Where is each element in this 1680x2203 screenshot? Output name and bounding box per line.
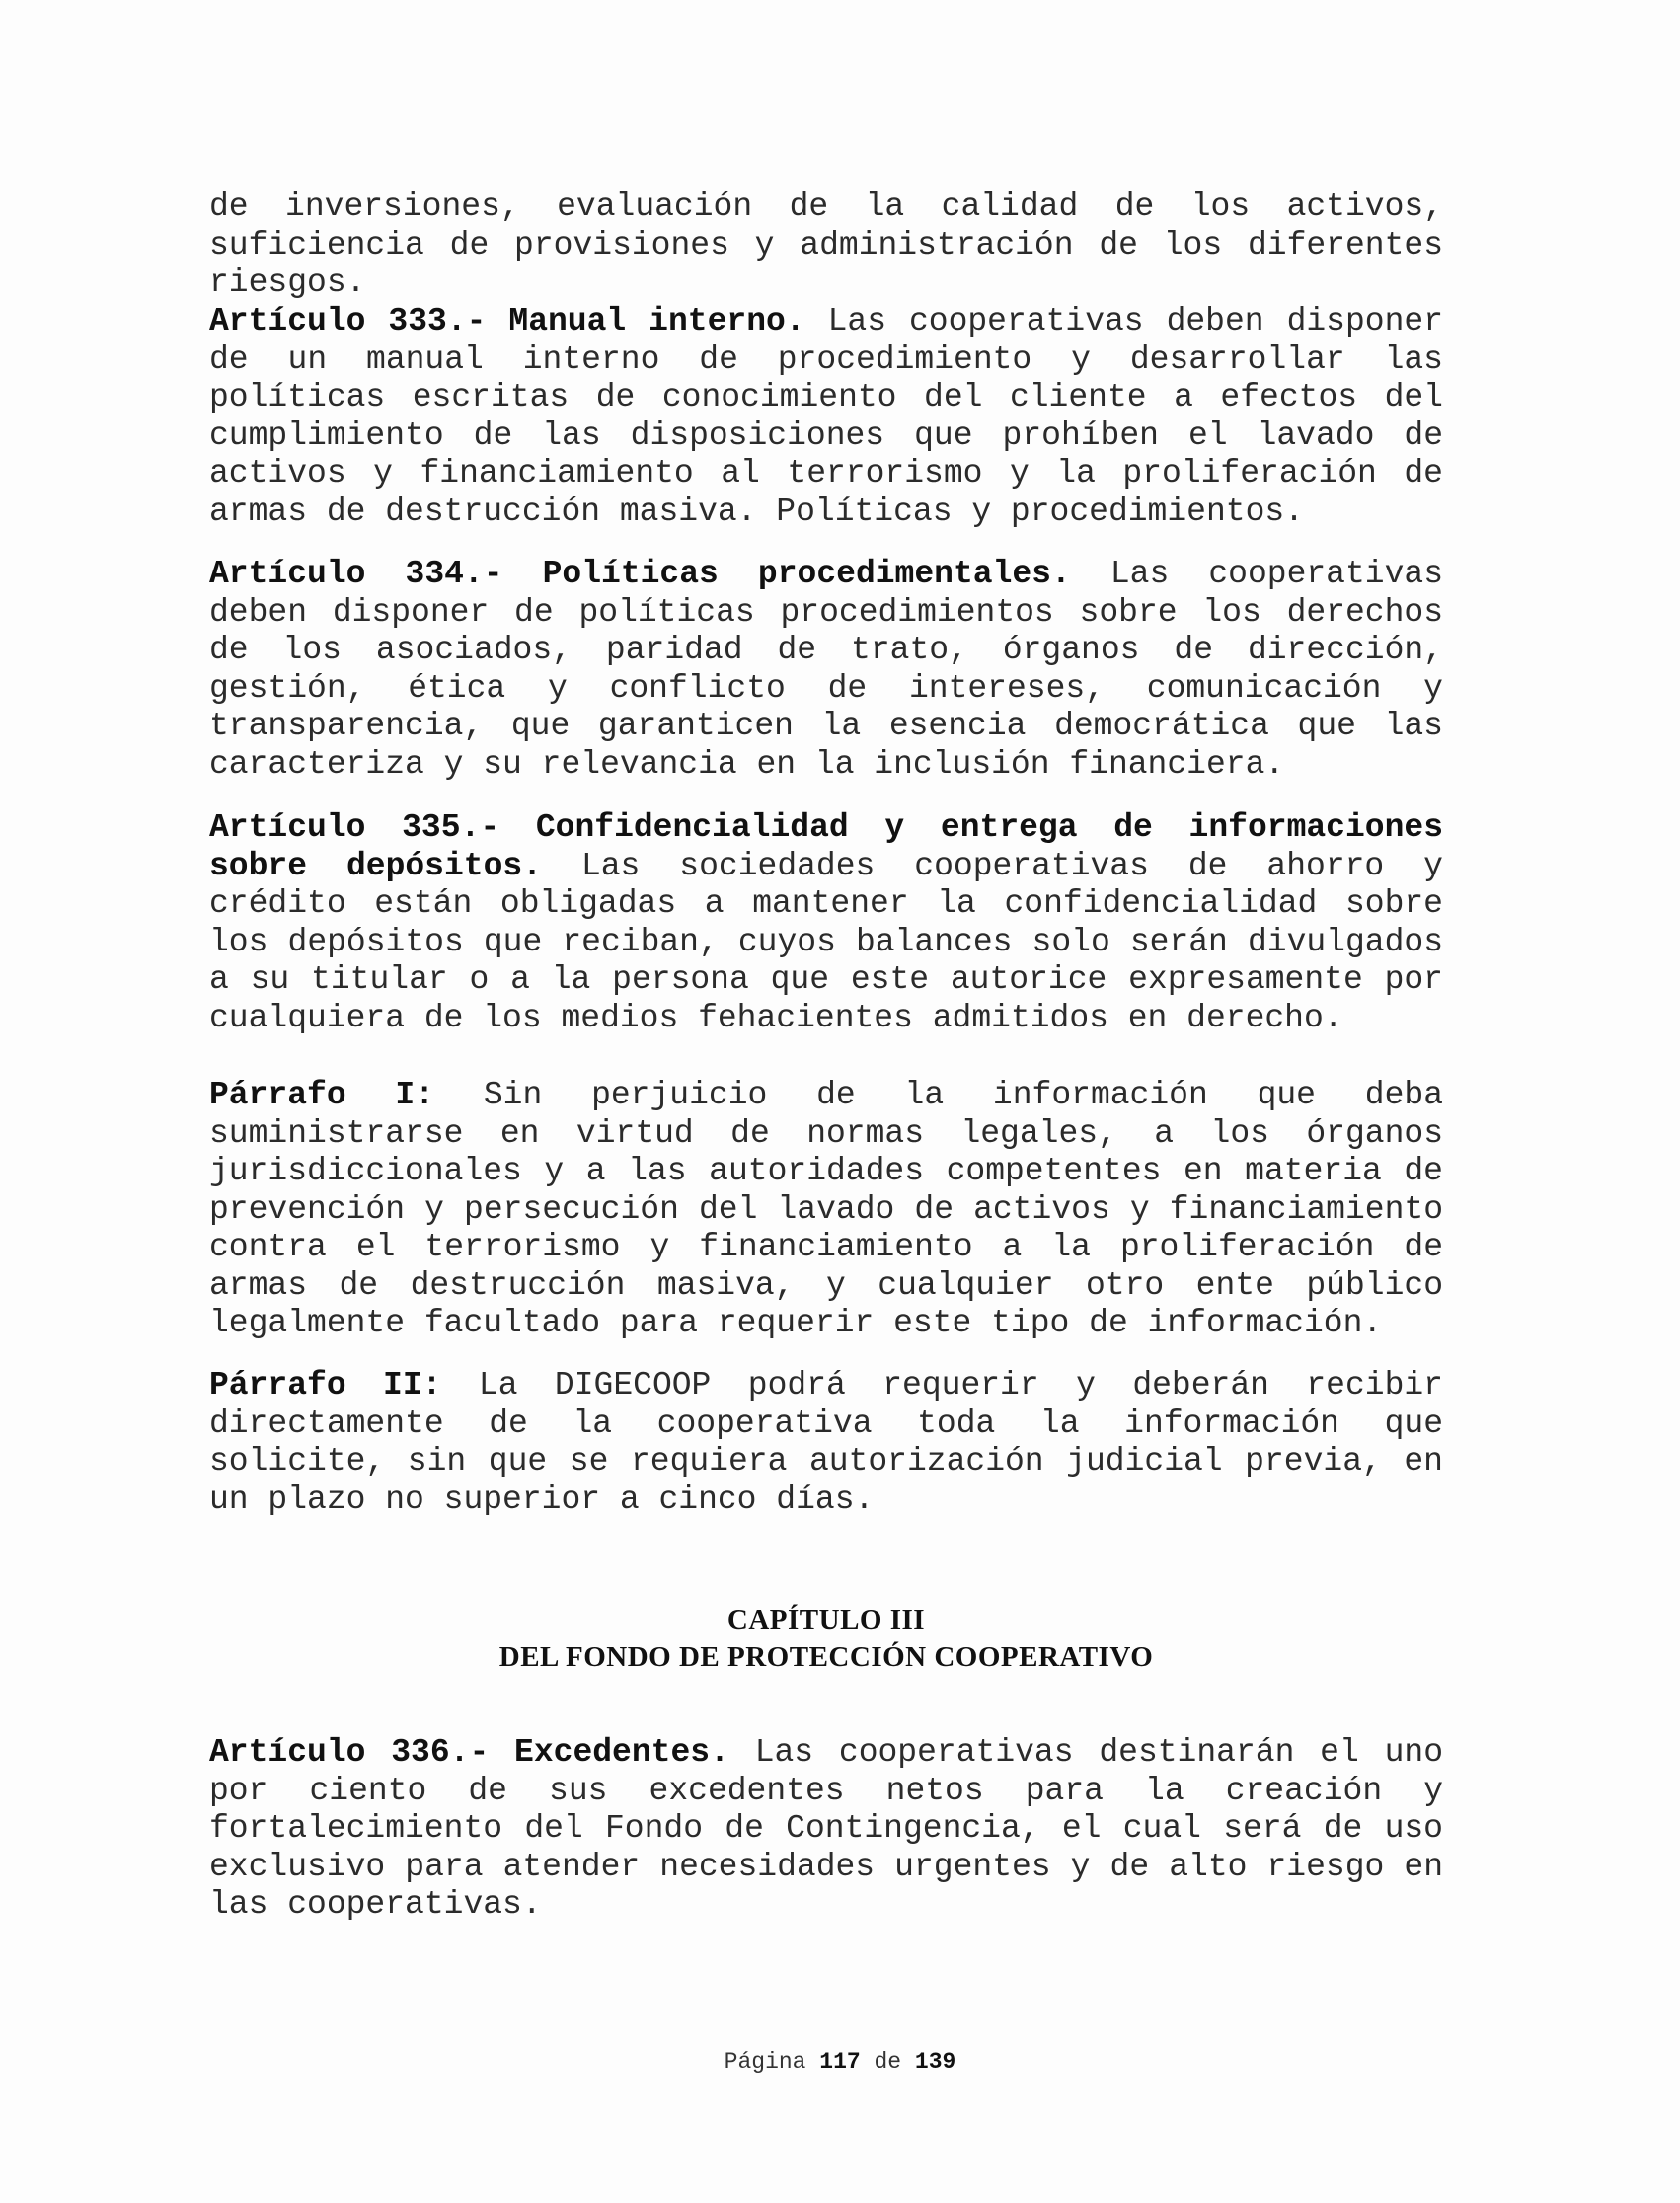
footer-middle: de bbox=[860, 2049, 915, 2075]
paragraph-1-body: Sin perjuicio de la información que deba suministrarse en virtud de normas legales, a los órganos jurisdiccionales y a las autoridades competentes en materia de prevención y persecución del lavado de activos y financiamiento contra el terrorismo y financiamiento a la proliferación de armas de destrucción masiva, y cualquier otro ente público legalmente facultado para requerir este tipo de información. bbox=[209, 1077, 1443, 1341]
article-333-heading: Artículo 333.- Manual interno. bbox=[209, 303, 805, 340]
paragraph-1-heading: Párrafo I: bbox=[209, 1077, 435, 1113]
article-335 bbox=[209, 809, 1443, 1037]
paragraph-2-body: La DIGECOOP podrá requerir y deberán recibir directamente de la cooperativa toda la información que solicite, sin que se requiera autorización judicial previa, en un plazo no superior a cinco días. bbox=[209, 1367, 1443, 1518]
article-334-heading: Artículo 334.- Políticas procedimentales. bbox=[209, 556, 1071, 592]
article-336-body: Las cooperativas destinarán el uno por ciento de sus excedentes netos para la creación y fortalecimiento del Fondo de Contingencia, el cual será de uso exclusivo para atender necesidades urgentes y de alto riesgo en las cooperativas. bbox=[209, 1734, 1443, 1923]
article-334 bbox=[209, 556, 1443, 784]
paragraph-1 bbox=[209, 1077, 1443, 1343]
paragraph-2 bbox=[209, 1367, 1443, 1519]
article-336-heading: Artículo 336.- Excedentes. bbox=[209, 1734, 729, 1771]
article-335-body: Las sociedades cooperativas de ahorro y crédito están obligadas a mantener la confidencialidad sobre los depósitos que reciban, cuyos balances solo serán divulgados a su titular o a la persona que este autorice expresamente por cualquiera de los medios fehacientes admitidos en derecho. bbox=[209, 847, 1443, 1036]
footer-current-page: 117 bbox=[819, 2049, 861, 2075]
footer-total-pages: 139 bbox=[914, 2049, 956, 2075]
chapter-number: CAPÍTULO III bbox=[726, 1604, 926, 1635]
intro-text: de inversiones, evaluación de la calidad de los activos, suficiencia de provisiones y administración de los diferentes riesgos. bbox=[209, 189, 1443, 301]
article-335-heading: Artículo 335.- Confidencialidad y entrega de informaciones sobre depósitos. bbox=[209, 809, 1443, 884]
page-footer bbox=[0, 2049, 1680, 2075]
article-333 bbox=[209, 303, 1443, 531]
footer-prefix: Página bbox=[724, 2049, 820, 2075]
article-334-body: Las cooperativas deben disponer de políticas procedimientos sobre los derechos de los asociados, paridad de trato, órganos de dirección, gestión, ética y conflicto de intereses, comunicación y transparencia, que garanticen la esencia democrática que las caracteriza y su relevancia en la inclusión financiera. bbox=[209, 556, 1443, 783]
chapter-title: DEL FONDO DE PROTECCIÓN COOPERATIVO bbox=[498, 1641, 1154, 1673]
article-336 bbox=[209, 1734, 1443, 1925]
intro-paragraph bbox=[209, 189, 1443, 303]
article-333-body: Las cooperativas deben disponer de un manual interno de procedimiento y desarrollar las políticas escritas de conocimiento del cliente a efectos del cumplimiento de las disposiciones que prohíben el lavado de activos y financiamiento al terrorismo y la proliferación de armas de destrucción masiva. Políticas y procedimientos. bbox=[209, 303, 1443, 530]
paragraph-2-heading: Párrafo II: bbox=[209, 1367, 442, 1404]
